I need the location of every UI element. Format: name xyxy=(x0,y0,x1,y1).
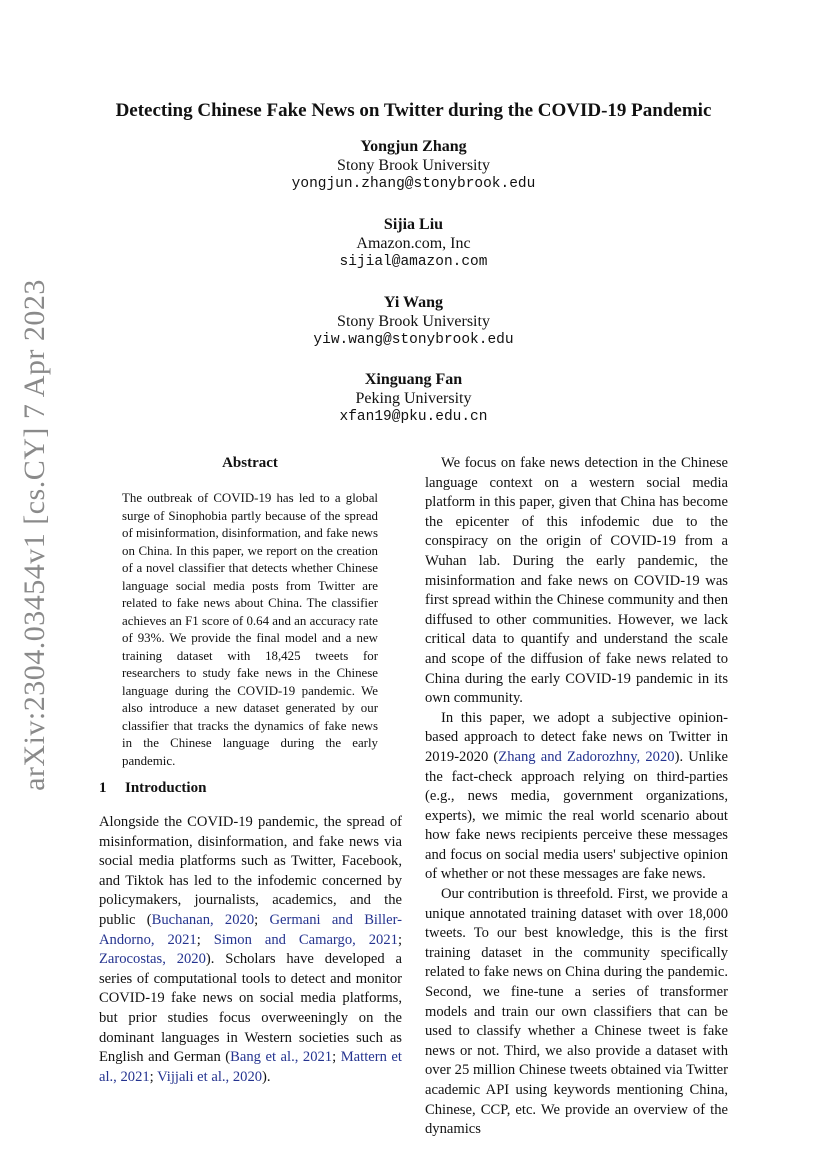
abstract-body xyxy=(122,490,378,770)
citation-separator: ; xyxy=(332,1049,341,1066)
section-heading-introduction xyxy=(99,778,206,798)
paragraph-text: In this paper, we adopt a subjective opinion-based approach to detect fake news on Twitter in 2019-2020 ( xyxy=(425,709,728,765)
citation-link[interactable]: Zhang and Zadorozhny, 2020 xyxy=(498,748,675,765)
author-block-1 xyxy=(200,137,627,194)
citation-separator: ; xyxy=(196,931,214,948)
paragraph-text: Alongside the COVID-19 pandemic, the spread of misinformation, disinformation, and fake news via social media platforms such as Twitter, Facebook, and Tiktok has led to the infodemic concerned by policymakers, journalists, academics, and the public ( xyxy=(99,814,402,928)
right-paragraph-1: We focus on fake news detection in the Chinese language context on a western social media platform in this paper, given that China has become the epicenter of this infodemic due to the conspiracy on the origin of COVID-19 from a Wuhan lab. During the early pandemic, the misinformation and fake news on COVID-19 was first spread within the Chinese community and then diffused to other communities. However, we lack critical data to quantify and understand the scale and scope of the diffusion of fake news related to China during the early COVID-19 pandemic in its own community. xyxy=(425,455,728,707)
arxiv-stamp-text: arXiv:2304.03454v1 [cs.CY] 7 Apr 2023 xyxy=(18,279,52,791)
author-affiliation: Amazon.com, Inc xyxy=(356,235,471,252)
section-number: 1 xyxy=(99,780,107,796)
citation-separator: ; xyxy=(254,911,270,928)
author-email: xfan19@pku.edu.cn xyxy=(339,409,488,425)
author-email: yiw.wang@stonybrook.edu xyxy=(313,332,514,348)
citation-link[interactable]: Buchanan, 2020 xyxy=(151,911,255,928)
author-block-3 xyxy=(200,293,627,350)
intro-paragraph-1 xyxy=(99,813,402,1087)
author-name: Yi Wang xyxy=(383,294,444,311)
citation-link[interactable]: Germani and Biller-Andorno, 2021 xyxy=(99,911,402,948)
introduction-column xyxy=(99,813,402,1087)
right-column xyxy=(425,454,728,1140)
abstract-text: The outbreak of COVID-19 has led to a global surge of Sinophobia partly because of the spread of misinformation, disinformation, and fake news on China. In this paper, we report on the creation of a novel classifier that detects whether Chinese language social media posts from Twitter are related to fake news about China. The classifier achieves an F1 score of 0.64 and an accuracy rate of 93%. We provide the final model and a new training dataset with 18,425 tweets for researchers to study fake news in the Chinese language during the COVID-19 pandemic. We also introduce a new dataset generated by our classifier that tracks the dynamics of fake news in the Chinese language during the early pandemic. xyxy=(122,491,378,768)
citation-link[interactable]: Vijjali et al., 2020 xyxy=(157,1068,263,1085)
citation-link[interactable]: Simon and Camargo, 2021 xyxy=(213,931,398,948)
citation-separator: ; xyxy=(397,931,403,948)
author-name: Sijia Liu xyxy=(383,216,444,233)
author-email: sijial@amazon.com xyxy=(339,254,488,270)
author-affiliation: Peking University xyxy=(355,390,472,407)
author-email: yongjun.zhang@stonybrook.edu xyxy=(291,176,536,192)
right-paragraph-2 xyxy=(425,709,728,885)
paper-title: Detecting Chinese Fake News on Twitter during the COVID-19 Pandemic xyxy=(115,100,712,121)
author-affiliation: Stony Brook University xyxy=(337,157,490,174)
citation-link[interactable]: Mattern et al., 2021 xyxy=(99,1049,402,1085)
right-paragraph-3: Our contribution is threefold. First, we provide a unique annotated training dataset with over 18,000 tweets. To our best knowledge, this is the first training dataset in the community specifically related to fake news on China during the pandemic. Second, we fine-tune a series of transformer models and train our own classifiers that can be used to classify whether a Chinese tweet is fake news or not. Third, we also provide a dataset with over 25 million Chinese tweets obtained via Twitter academic API using keywords mentioning China, Chinese, CCP, etc. We provide an overview of the dynamics xyxy=(425,886,728,1138)
author-block-2 xyxy=(200,215,627,272)
arxiv-identifier-stamp xyxy=(10,279,60,791)
abstract-heading: Abstract xyxy=(222,455,278,471)
paragraph-text: ). Unlike the fact-check approach relying on third-parties (e.g., news media, government organizations, experts), we mimic the real world scenario about how fake news recipients perceive these messages and focus on social media users' subjective opinion of whether or not these messages are fake news. xyxy=(425,748,728,883)
paragraph-text: ). Scholars have developed a series of computational tools to detect and monitor COVID-19 fake news on social media platforms, but prior studies focus overweeningly on the dominant languages in Western societies such as English and German ( xyxy=(99,951,402,1066)
author-affiliation: Stony Brook University xyxy=(337,313,490,330)
citation-link[interactable]: Bang et al., 2021 xyxy=(230,1049,333,1066)
author-name: Xinguang Fan xyxy=(364,371,463,388)
section-title: Introduction xyxy=(125,780,207,796)
citation-separator: ; xyxy=(149,1068,158,1085)
paragraph-text: ). xyxy=(262,1068,271,1085)
author-block-4 xyxy=(200,370,627,427)
citation-link[interactable]: Zarocostas, 2020 xyxy=(99,951,206,968)
author-name: Yongjun Zhang xyxy=(360,138,467,155)
